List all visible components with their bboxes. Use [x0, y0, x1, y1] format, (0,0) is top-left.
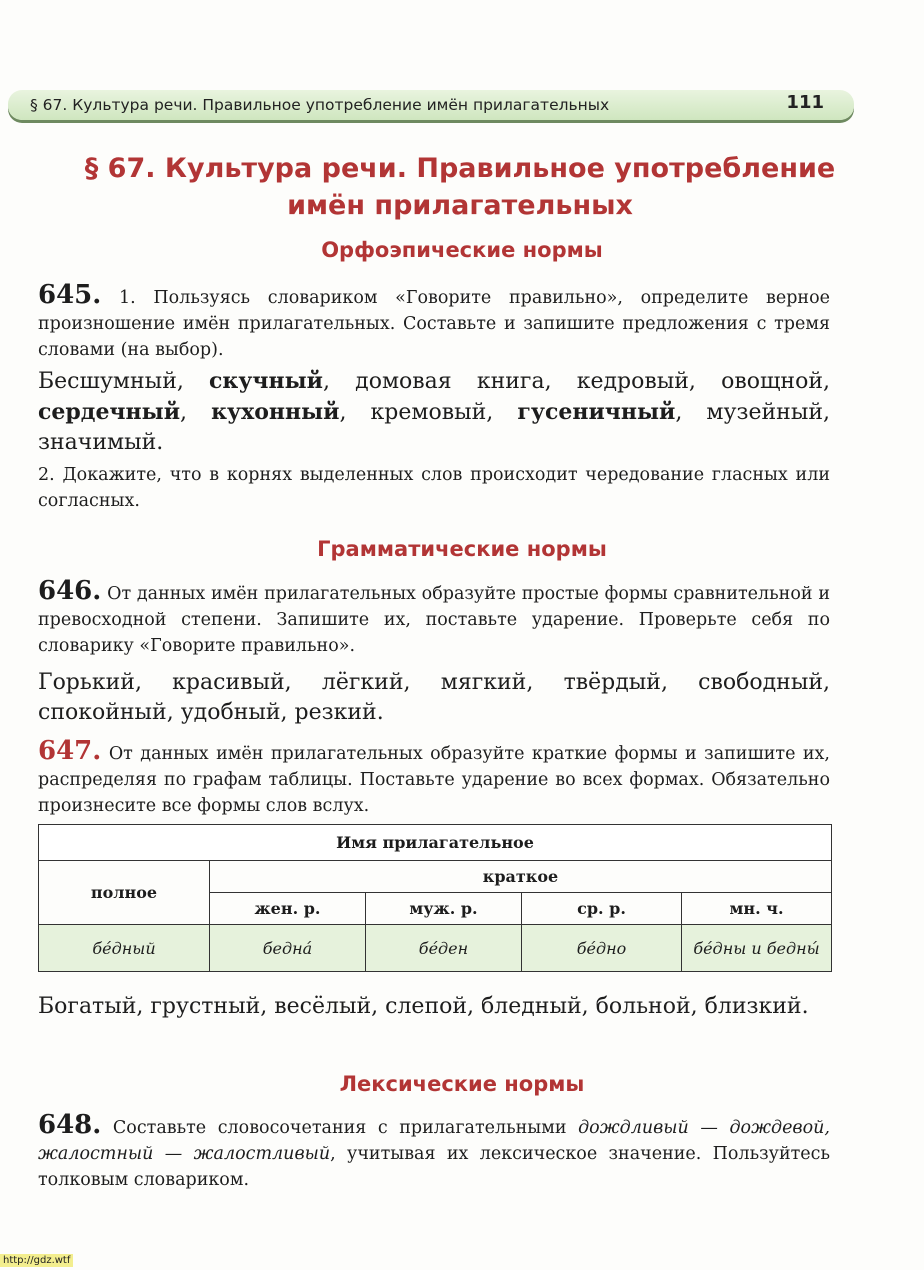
exercise-646-task [38, 578, 830, 659]
exercise-646-number: 646. [38, 576, 102, 606]
word-text: , кремовый, [339, 400, 518, 425]
page-number: 111 [786, 92, 824, 113]
table-col-neut: ср. р. [522, 893, 682, 925]
table-cell: бедна́ [210, 925, 366, 972]
table-cell: бе́ден [366, 925, 522, 972]
word-text: , домовая книга, кедровый, овощной, [322, 369, 830, 394]
exercise-645-number: 645. [38, 280, 102, 310]
exercise-648-task [38, 1112, 830, 1193]
highlighted-word: сердечный [38, 399, 181, 425]
title-line-1: § 67. Культура речи. Правильное употребление [84, 153, 836, 184]
table-col-plural: мн. ч. [682, 893, 832, 925]
table-col-masc: муж. р. [366, 893, 522, 925]
page-title [40, 150, 880, 224]
highlighted-word: гусеничный [517, 399, 676, 425]
watermark: http://gdz.wtf [0, 1254, 73, 1267]
exercise-648-words: дождливый — дождевой, жалостный — жалостливый [38, 1118, 830, 1164]
section-grammar: Грамматические нормы [317, 537, 607, 561]
highlighted-word: кухонный [211, 399, 340, 425]
exercise-645-words [38, 366, 830, 458]
section-orthoepy: Орфоэпические нормы [321, 238, 603, 262]
exercise-647-number: 647. [38, 736, 102, 766]
exercise-646-text: От данных имён прилагательных образуйте простые формы сравнительной и превосходной степени. Запишите их, поставьте ударение. Проверьте себя по словарику «Говорите правильно». [38, 584, 830, 656]
section-lexical: Лексические нормы [339, 1072, 585, 1096]
table-row [39, 925, 832, 972]
running-header-title: § 67. Культура речи. Правильное употребление имён прилагательных [30, 96, 610, 114]
exercise-648-text-a: Составьте словосочетания с прилагательными [112, 1118, 579, 1138]
exercise-645-text: 1. Пользуясь словариком «Говорите правильно», определите верное произношение имён прилагательных. Составьте и запишите предложения с тремя словами (на выбор). [38, 288, 830, 360]
exercise-647-text: От данных имён прилагательных образуйте краткие формы и запишите их, распределяя по графам таблицы. Поставьте ударение во всех формах. Обязательно произнесите все формы слов вслух. [38, 744, 830, 816]
word-text: Бесшумный [38, 369, 177, 394]
exercise-645-task-2: 2. Докажите, что в корнях выделенных слов происходит чередование гласных или согласных. [38, 465, 830, 511]
table-col-short: краткое [210, 861, 832, 893]
title-line-2: имён прилагательных [287, 190, 633, 221]
highlighted-word: скучный [209, 368, 323, 394]
table-cell: бе́дны и бедны́ [682, 925, 832, 972]
word-text: , музейный, значимый. [38, 400, 830, 455]
adjective-table [38, 824, 832, 972]
exercise-648-number: 648. [38, 1110, 102, 1140]
table-col-full: полное [39, 861, 210, 925]
exercise-645-task [38, 282, 830, 363]
word-text: , [180, 400, 212, 425]
exercise-646-words: Горький, красивый, лёгкий, мягкий, твёрдый, свободный, спокойный, удобный, резкий. [38, 670, 830, 725]
exercise-647-task [38, 738, 830, 819]
word-text: , [176, 369, 210, 394]
exercise-648-text-b: , учитывая их лексическое значение. Пользуйтесь толковым словариком. [38, 1144, 830, 1190]
exercise-647-words: Богатый, грустный, весёлый, слепой, бледный, больной, близкий. [38, 994, 809, 1019]
table-cell: бе́дный [39, 925, 210, 972]
table-cell: бе́дно [522, 925, 682, 972]
table-header: Имя прилагательное [39, 825, 832, 861]
table-col-fem: жен. р. [210, 893, 366, 925]
running-header [8, 90, 854, 120]
